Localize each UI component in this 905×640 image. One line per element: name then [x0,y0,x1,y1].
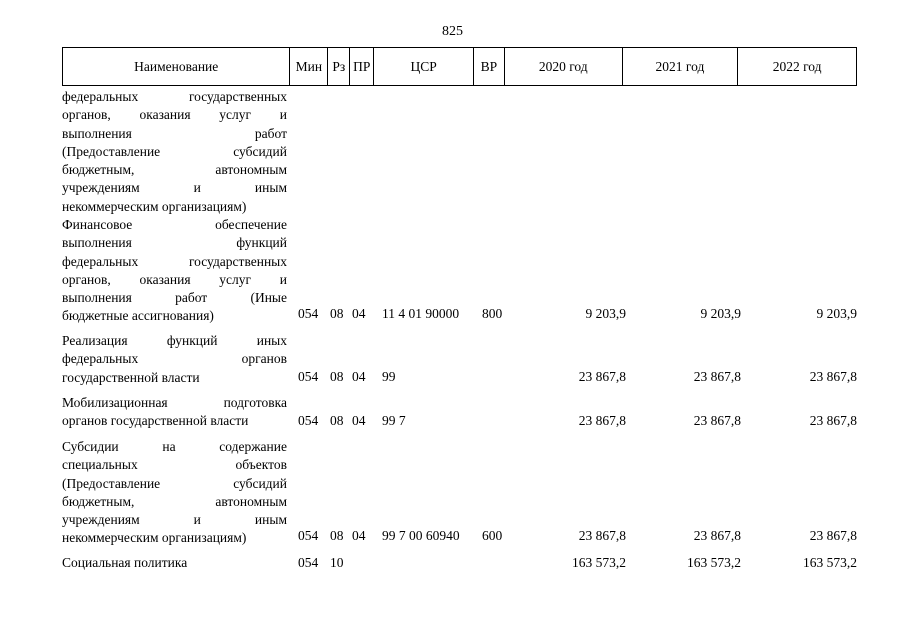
row-name-line: государственной власти [62,369,200,385]
cell-2022: 23 867,8 [809,528,857,543]
header-csr: ЦСР [374,48,474,85]
cell-pr: 04 [352,528,366,543]
row-name-line: Мобилизационная подготовка [62,395,287,410]
header-pr: ПР [350,48,374,85]
cell-2020: 23 867,8 [578,413,626,428]
header-name: Наименование [63,48,290,85]
header-rz: Рз [328,48,350,85]
row-name [62,554,287,572]
cell-min: 054 [298,369,319,384]
cell-vr: 800 [482,306,503,321]
cell-vr: 600 [482,528,503,543]
cell-2022: 23 867,8 [809,413,857,428]
row-name [62,438,287,548]
cell-rz: 08 [330,306,344,321]
cell-2021: 163 573,2 [687,555,741,570]
row-name-line: специальных объектов [62,457,287,473]
cell-rz: 08 [330,528,344,543]
row-name-line: бюджетные ассигнования) [62,308,214,324]
header-2022: 2022 год [772,58,822,74]
row-name-line: Субсидии на содержание [62,439,287,454]
row-name-line: некоммерческим организациям) [62,198,247,214]
row-name-line: федеральных государственных [62,89,287,104]
cell-rz: 08 [330,413,344,428]
cell-pr: 04 [352,306,366,321]
row-name-line: выполнения функций [62,235,287,251]
cell-csr: 99 [382,369,396,384]
cell-2021: 9 203,9 [700,306,741,321]
cell-min: 054 [298,528,319,543]
cell-csr: 11 4 01 90000 [382,306,460,321]
cell-rz: 08 [330,369,344,384]
row-name [62,394,287,431]
row-name [62,332,287,387]
row-name-line: Финансовое обеспечение [62,217,287,232]
row-name-line: учреждениям и иным [62,180,287,196]
header-2021: 2021 год [623,48,739,85]
cell-2021: 23 867,8 [693,413,741,428]
cell-pr: 04 [352,369,366,384]
cell-2020: 9 203,9 [585,306,626,321]
row-name-line: Реализация функций иных [62,333,287,348]
cell-csr: 99 7 [382,413,406,428]
cell-2020: 23 867,8 [578,369,626,384]
cell-2022: 163 573,2 [803,555,857,570]
cell-2022: 9 203,9 [816,306,857,321]
row-name [62,88,287,216]
cell-min: 054 [298,413,319,428]
row-name-line: органов государственной власти [62,413,249,429]
row-name-line: федеральных государственных [62,253,287,269]
row-name [62,216,287,326]
cell-min: 054 [298,555,319,570]
header-vr: ВР [474,48,505,85]
row-name-line: бюджетным, автономным [62,493,287,509]
header-min: Мин [290,48,328,85]
row-name-line: некоммерческим организациям) [62,530,247,546]
cell-csr: 99 7 00 60940 [382,528,460,543]
cell-2021: 23 867,8 [693,369,741,384]
header-2020: 2020 год [505,48,623,85]
page-number: 825 [442,24,463,39]
cell-2022: 23 867,8 [809,369,857,384]
cell-rz: 10 [330,555,344,570]
row-name-line: органов, оказания услуг и [62,107,287,123]
cell-2020: 23 867,8 [578,528,626,543]
cell-2020: 163 573,2 [572,555,626,570]
row-name-line: выполнения работ [62,125,287,141]
cell-pr: 04 [352,413,366,428]
cell-min: 054 [298,306,319,321]
row-name-line: Социальная политика [62,555,188,570]
row-name-line: выполнения работ (Иные [62,290,287,306]
row-name-line: учреждениям и иным [62,512,287,528]
table-header [62,47,857,86]
row-name-line: (Предоставление субсидий [62,475,287,491]
row-name-line: органов, оказания услуг и [62,271,287,287]
row-name-line: федеральных органов [62,351,287,367]
row-name-line: (Предоставление субсидий [62,143,287,159]
cell-2021: 23 867,8 [693,528,741,543]
row-name-line: бюджетным, автономным [62,162,287,178]
